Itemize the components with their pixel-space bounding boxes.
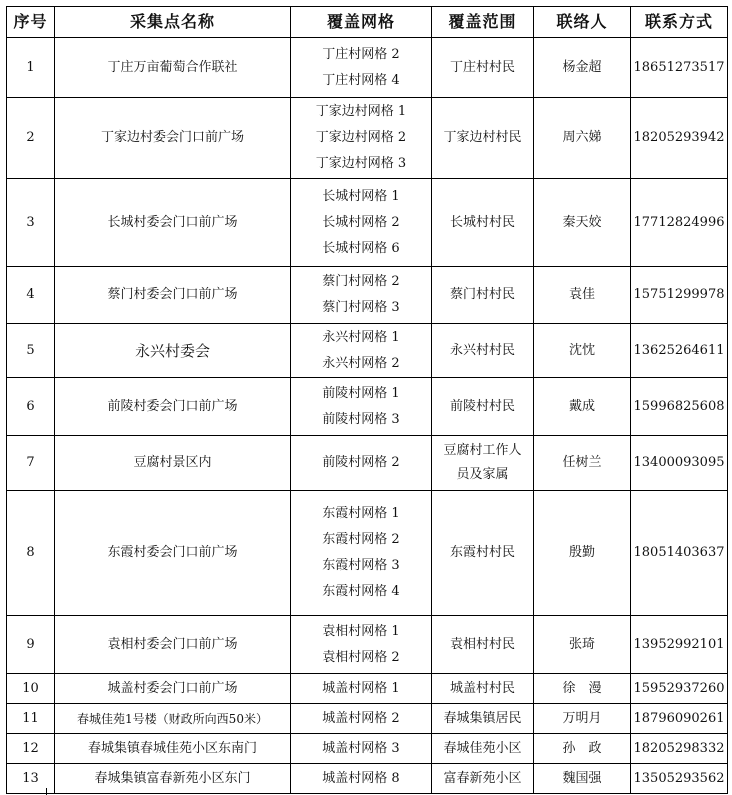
grid-item: 长城村网格 1 <box>322 188 400 204</box>
coverage-line: 永兴村村民 <box>449 342 515 358</box>
coverage-line: 城盖村村民 <box>449 680 515 696</box>
grid-item: 东霞村网格 3 <box>322 558 400 573</box>
phone-number: 17712824996 <box>631 179 728 267</box>
row-number: 12 <box>7 734 55 764</box>
table-edge-mark <box>46 788 47 795</box>
coverage <box>432 98 534 179</box>
row-number: 7 <box>7 436 55 491</box>
header-phone: 联系方式 <box>631 7 728 38</box>
site-name: 丁家边村委会门口前广场 <box>55 98 291 179</box>
contact-person: 袁佳 <box>534 267 631 324</box>
grid-list <box>291 324 432 378</box>
grid-item: 前陵村网格 3 <box>322 411 400 427</box>
phone-number: 18651273517 <box>631 38 728 98</box>
table-row <box>7 704 728 734</box>
table-row <box>7 616 728 674</box>
coverage-line: 春城集镇居民 <box>443 710 522 726</box>
phone-number: 15996825608 <box>631 378 728 436</box>
coverage <box>432 491 534 616</box>
header-site: 采集点名称 <box>55 7 291 38</box>
site-name: 前陵村委会门口前广场 <box>55 378 291 436</box>
site-name: 永兴村委会 <box>55 324 291 378</box>
grid-item: 丁庄村网格 4 <box>322 72 400 88</box>
coverage-line: 东霞村村民 <box>449 545 515 560</box>
contact-person: 任树兰 <box>534 436 631 491</box>
phone-number: 18205293942 <box>631 98 728 179</box>
grid-item: 丁家边村网格 3 <box>315 156 407 171</box>
coverage-line: 员及家属 <box>456 467 509 482</box>
contact-person: 魏国强 <box>534 764 631 794</box>
site-name: 丁庄万亩葡萄合作联社 <box>55 38 291 98</box>
phone-number: 15751299978 <box>631 267 728 324</box>
row-number: 8 <box>7 491 55 616</box>
grid-item: 前陵村网格 2 <box>322 455 400 470</box>
grid-list <box>291 378 432 436</box>
contact-person: 戴成 <box>534 378 631 436</box>
contact-person: 孙 政 <box>534 734 631 764</box>
phone-number: 18796090261 <box>631 704 728 734</box>
grid-item: 袁相村网格 1 <box>322 623 400 639</box>
row-number: 4 <box>7 267 55 324</box>
grid-list <box>291 436 432 491</box>
collection-points-table <box>6 6 728 794</box>
site-name: 袁相村委会门口前广场 <box>55 616 291 674</box>
coverage-line: 富春新苑小区 <box>443 770 522 786</box>
grid-list <box>291 674 432 704</box>
header-grids: 覆盖网格 <box>291 7 432 38</box>
site-name: 蔡门村委会门口前广场 <box>55 267 291 324</box>
row-number: 6 <box>7 378 55 436</box>
grid-item: 永兴村网格 2 <box>322 355 400 371</box>
phone-number: 18051403637 <box>631 491 728 616</box>
coverage <box>432 267 534 324</box>
grid-list <box>291 38 432 98</box>
row-number: 3 <box>7 179 55 267</box>
site-name: 城盖村委会门口前广场 <box>55 674 291 704</box>
coverage-line: 蔡门村村民 <box>449 287 515 302</box>
coverage <box>432 704 534 734</box>
grid-list <box>291 179 432 267</box>
grid-item: 丁家边村网格 2 <box>315 130 407 145</box>
grid-item: 蔡门村网格 2 <box>322 274 400 289</box>
grid-list <box>291 267 432 324</box>
coverage-line: 袁相村村民 <box>449 636 515 652</box>
grid-item: 城盖村网格 3 <box>322 740 400 756</box>
site-name: 长城村委会门口前广场 <box>55 179 291 267</box>
header-row <box>7 7 728 38</box>
coverage <box>432 436 534 491</box>
coverage <box>432 38 534 98</box>
grid-item: 东霞村网格 1 <box>322 506 400 521</box>
grid-list <box>291 616 432 674</box>
contact-person: 张琦 <box>534 616 631 674</box>
grid-list <box>291 98 432 179</box>
row-number: 9 <box>7 616 55 674</box>
grid-item: 丁庄村网格 2 <box>322 46 400 62</box>
contact-person: 秦天姣 <box>534 179 631 267</box>
row-number: 5 <box>7 324 55 378</box>
row-number: 2 <box>7 98 55 179</box>
grid-item: 丁家边村网格 1 <box>315 104 407 119</box>
grid-item: 东霞村网格 4 <box>322 584 400 599</box>
coverage <box>432 764 534 794</box>
table-row <box>7 491 728 616</box>
coverage <box>432 616 534 674</box>
phone-number: 13952992101 <box>631 616 728 674</box>
table-row <box>7 98 728 179</box>
phone-number: 18205298332 <box>631 734 728 764</box>
phone-number: 13505293562 <box>631 764 728 794</box>
table-row <box>7 674 728 704</box>
grid-list <box>291 764 432 794</box>
coverage <box>432 674 534 704</box>
grid-item: 东霞村网格 2 <box>322 532 400 547</box>
grid-list <box>291 491 432 616</box>
coverage <box>432 179 534 267</box>
header-coverage: 覆盖范围 <box>432 7 534 38</box>
table-row <box>7 734 728 764</box>
grid-item: 城盖村网格 8 <box>322 770 400 786</box>
phone-number: 15952937260 <box>631 674 728 704</box>
grid-item: 长城村网格 6 <box>322 240 400 256</box>
coverage-line: 豆腐村工作人 <box>443 443 522 458</box>
coverage-line: 长城村村民 <box>449 214 515 230</box>
site-name: 春城集镇富春新苑小区东门 <box>55 764 291 794</box>
table-row <box>7 764 728 794</box>
coverage <box>432 324 534 378</box>
site-name: 东霞村委会门口前广场 <box>55 491 291 616</box>
site-name: 春城集镇春城佳苑小区东南门 <box>55 734 291 764</box>
contact-person: 徐 漫 <box>534 674 631 704</box>
coverage-line: 丁家边村村民 <box>443 130 522 145</box>
coverage <box>432 378 534 436</box>
coverage-line: 丁庄村村民 <box>449 59 515 75</box>
grid-list <box>291 704 432 734</box>
grid-item: 长城村网格 2 <box>322 214 400 230</box>
header-contact: 联络人 <box>534 7 631 38</box>
row-number: 1 <box>7 38 55 98</box>
contact-person: 殷勤 <box>534 491 631 616</box>
header-no: 序号 <box>7 7 55 38</box>
grid-item: 袁相村网格 2 <box>322 649 400 665</box>
contact-person: 杨金超 <box>534 38 631 98</box>
row-number: 10 <box>7 674 55 704</box>
phone-number: 13625264611 <box>631 324 728 378</box>
grid-item: 城盖村网格 2 <box>322 710 400 726</box>
contact-person: 万明月 <box>534 704 631 734</box>
table-row <box>7 324 728 378</box>
table-row <box>7 267 728 324</box>
table-row <box>7 179 728 267</box>
coverage-line: 春城佳苑小区 <box>443 740 522 756</box>
grid-item: 城盖村网格 1 <box>322 680 400 696</box>
table-body <box>7 38 728 794</box>
contact-person: 周六娣 <box>534 98 631 179</box>
table-row <box>7 38 728 98</box>
coverage-line: 前陵村村民 <box>449 398 515 414</box>
coverage <box>432 734 534 764</box>
site-name: 豆腐村景区内 <box>55 436 291 491</box>
site-name: 春城佳苑1号楼（财政所向西50米） <box>55 704 291 734</box>
row-number: 13 <box>7 764 55 794</box>
contact-person: 沈忱 <box>534 324 631 378</box>
grid-list <box>291 734 432 764</box>
grid-item: 永兴村网格 1 <box>322 329 400 345</box>
grid-item: 蔡门村网格 3 <box>322 300 400 315</box>
table-row <box>7 436 728 491</box>
row-number: 11 <box>7 704 55 734</box>
table-row <box>7 378 728 436</box>
phone-number: 13400093095 <box>631 436 728 491</box>
grid-item: 前陵村网格 1 <box>322 385 400 401</box>
